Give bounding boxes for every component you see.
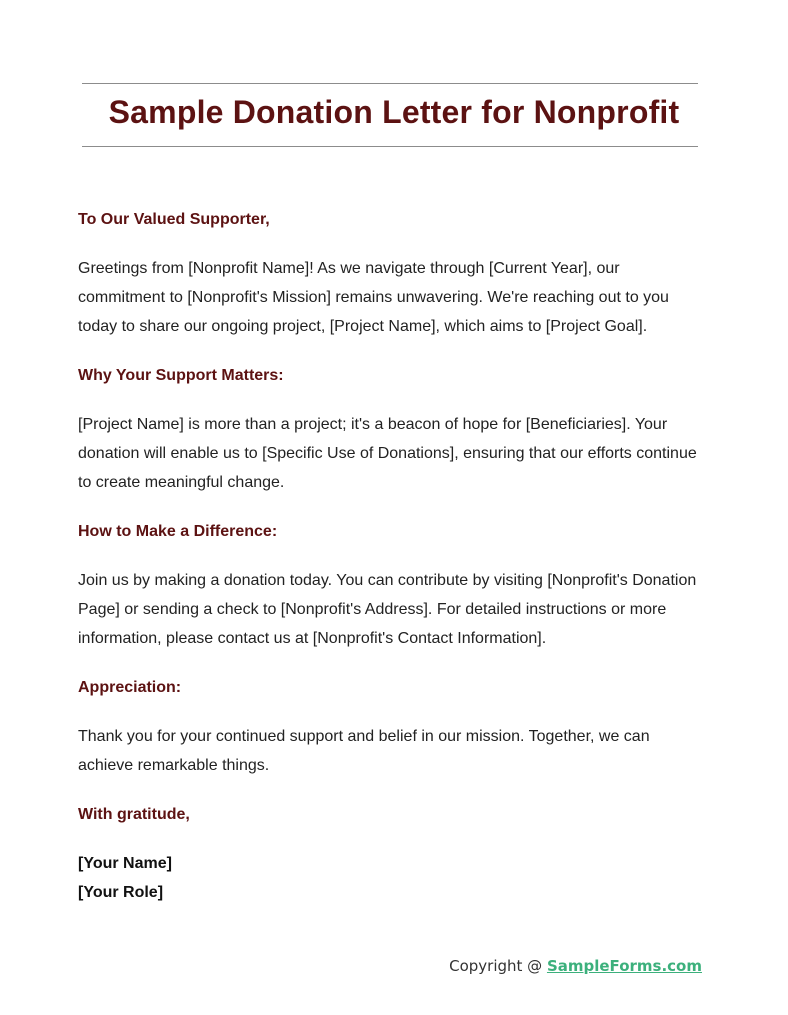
section-heading-difference: How to Make a Difference: [78,523,278,540]
closing: With gratitude, [78,806,190,823]
page-title: Sample Donation Letter for Nonprofit [108,94,680,130]
brand-link[interactable]: SampleForms.com [546,957,702,975]
section-body-appreciation: Thank you for your continued support and belief in our mission. Together, we can achieve remarkable things. [78,728,650,774]
section-heading-support: Why Your Support Matters: [78,367,284,384]
copyright-prefix: Copyright @ [449,957,547,975]
footer-copyright [449,957,702,975]
section-heading-appreciation: Appreciation: [78,679,182,696]
section-body-difference: Join us by making a donation today. You can contribute by visiting [Nonprofit's Donation Page] or sending a check to [Nonprofit's Address]. For detailed instructions or more information, please contact us at [Nonprofit's Contact Information]. [78,572,697,647]
signature-name: [Your Name] [78,855,172,872]
title-bottom-rule [82,146,698,147]
title-top-rule [82,83,698,84]
section-body-support: [Project Name] is more than a project; it's a beacon of hope for [Beneficiaries]. Your donation will enable us to [Specific Use of Donations], ensuring that our efforts continue to create meaningful change. [78,416,697,491]
signature-role: [Your Role] [78,884,164,901]
intro-paragraph: Greetings from [Nonprofit Name]! As we navigate through [Current Year], our commitment to [Nonprofit's Mission] remains unwavering. We're reaching out to you today to share our ongoing project, [Project Name], which aims to [Project Goal]. [78,260,669,335]
salutation: To Our Valued Supporter, [78,211,270,228]
letter-body [78,205,706,907]
